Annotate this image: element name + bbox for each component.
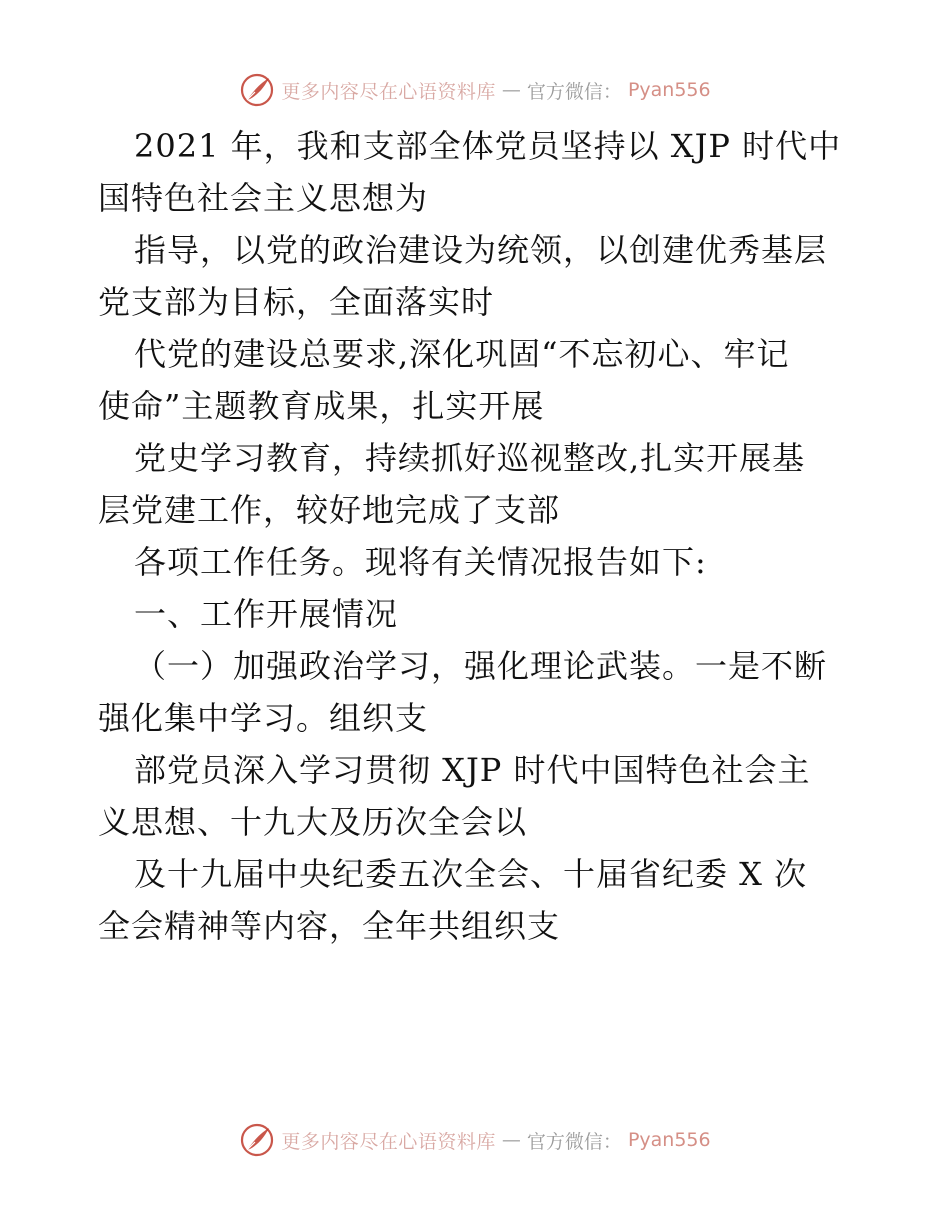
watermark-id: Pyan556 [627, 79, 711, 101]
body-line: 强化集中学习。组织支 [98, 699, 429, 737]
body-line: 2021 年，我和支部全体党员坚持以 XJP 时代中 [134, 127, 842, 165]
body-line: 党支部为目标，全面落实时 [98, 283, 495, 321]
watermark-text: 更多内容尽在心语资料库 [281, 80, 496, 103]
body-line: 国特色社会主义思想为 [98, 179, 429, 217]
body-line: 义思想、十九大及历次全会以 [98, 803, 528, 841]
section-heading: 一、工作开展情况 [134, 595, 399, 633]
body-line: 层党建工作，较好地完成了支部 [98, 491, 561, 529]
watermark-separator: — [501, 1129, 521, 1151]
body-line: 及十九届中央纪委五次全会、十届省纪委 X 次 [134, 855, 808, 893]
body-line: 全会精神等内容，全年共组织支 [98, 907, 561, 945]
footer-watermark [0, 1120, 950, 1160]
subsection-heading: （一）加强政治学习，强化理论武装。一是不断 [134, 647, 828, 685]
feather-pen-logo-icon [239, 1122, 275, 1158]
body-line: 部党员深入学习贯彻 XJP 时代中国特色社会主 [134, 751, 811, 789]
watermark-label: 官方微信： [526, 80, 622, 103]
watermark-text: 更多内容尽在心语资料库 [281, 1130, 496, 1153]
body-line: 各项工作任务。现将有关情况报告如下: [134, 543, 707, 581]
body-line: 党史学习教育，持续抓好巡视整改,扎实开展基 [134, 439, 806, 477]
feather-pen-logo-icon [239, 72, 275, 108]
body-line: 使命”主题教育成果，扎实开展 [98, 387, 545, 425]
header-watermark [0, 70, 950, 110]
watermark-label: 官方微信： [526, 1130, 622, 1153]
document-body [98, 120, 858, 952]
body-line: 代党的建设总要求,深化巩固“不忘初心、牢记 [134, 335, 790, 373]
watermark-id: Pyan556 [627, 1129, 711, 1151]
watermark-separator: — [501, 79, 521, 101]
body-line: 指导，以党的政治建设为统领，以创建优秀基层 [134, 231, 828, 269]
